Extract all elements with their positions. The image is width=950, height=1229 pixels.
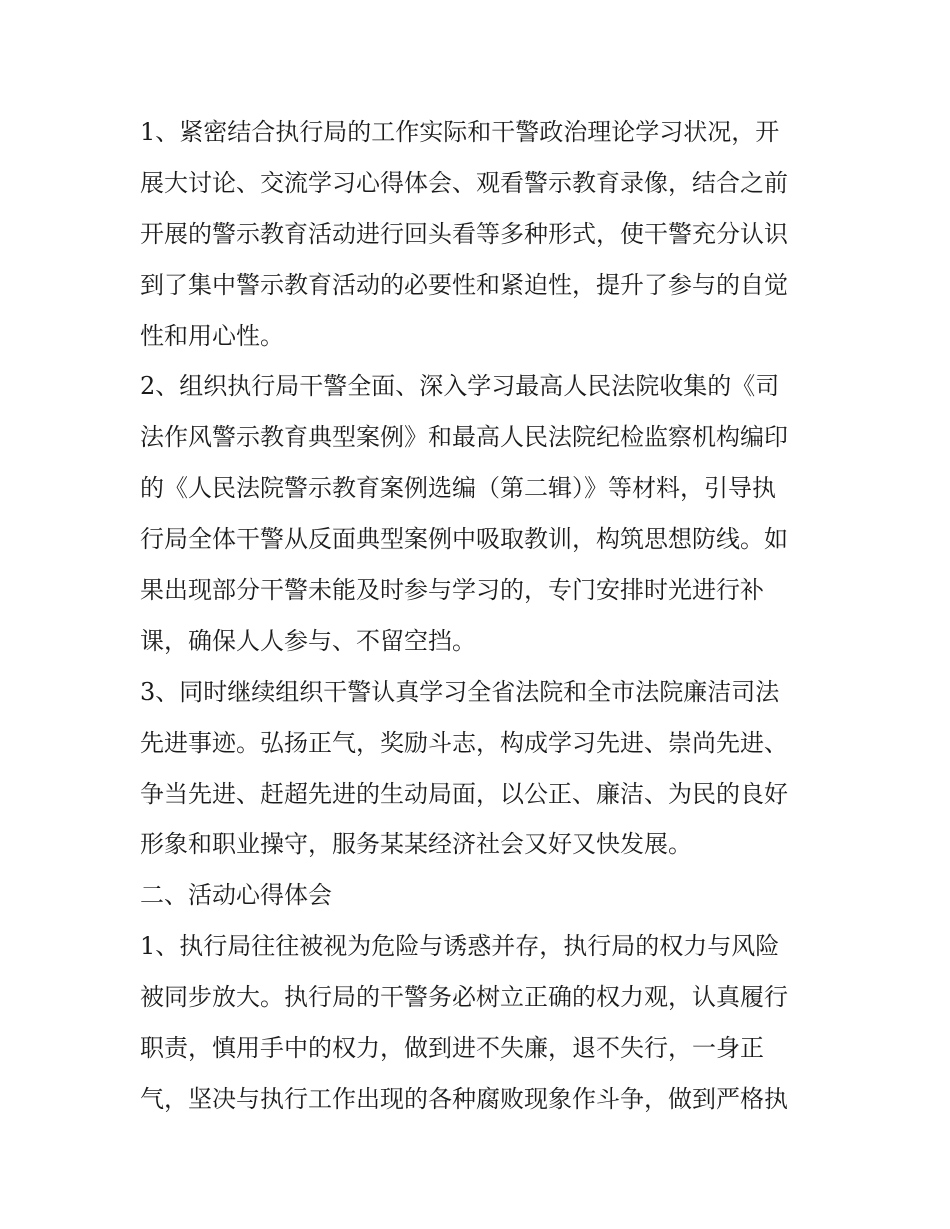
text-line: 的《人民法院警示教育案例选编（第二辑）》等材料，引导执	[140, 474, 776, 503]
document-body	[140, 107, 812, 1125]
text-line: 3、同时继续组织干警认真学习全省法院和全市法院廉洁司法	[140, 677, 780, 706]
text-line: 课，确保人人参与、不留空挡。	[140, 626, 476, 655]
text-line: 法作风警示教育典型案例》和最高人民法院纪检监察机构编印	[140, 423, 788, 452]
text-line: 2、组织执行局干警全面、深入学习最高人民法院收集的《司	[140, 372, 780, 401]
text-line: 被同步放大。执行局的干警务必树立正确的权力观，认真履行	[140, 983, 788, 1012]
text-line: 气，坚决与执行工作出现的各种腐败现象作斗争，做到严格执	[140, 1084, 788, 1113]
text-line: 职责，慎用手中的权力，做到进不失廉，退不失行，一身正	[140, 1034, 764, 1063]
text-line: 争当先进、赶超先进的生动局面，以公正、廉洁、为民的良好	[140, 779, 788, 808]
text-line: 性和用心性。	[140, 321, 284, 350]
text-line: 到了集中警示教育活动的必要性和紧迫性，提升了参与的自觉	[140, 270, 788, 299]
text-line: 形象和职业操守，服务某某经济社会又好又快发展。	[140, 830, 692, 859]
text-line: 先进事迹。弘扬正气，奖励斗志，构成学习先进、崇尚先进、	[140, 728, 788, 757]
text-line: 展大讨论、交流学习心得体会、观看警示教育录像，结合之前	[140, 168, 788, 197]
text-line: 行局全体干警从反面典型案例中吸取教训，构筑思想防线。如	[140, 525, 788, 554]
text-line: 果出现部分干警未能及时参与学习的，专门安排时光进行补	[140, 576, 764, 605]
text-line: 1、紧密结合执行局的工作实际和干警政治理论学习状况，开	[140, 118, 780, 146]
section-heading: 二、活动心得体会	[140, 881, 332, 910]
text-line: 1、执行局往往被视为危险与诱惑并存，执行局的权力与风险	[140, 932, 780, 961]
text-line: 开展的警示教育活动进行回头看等多种形式，使干警充分认识	[140, 219, 788, 248]
